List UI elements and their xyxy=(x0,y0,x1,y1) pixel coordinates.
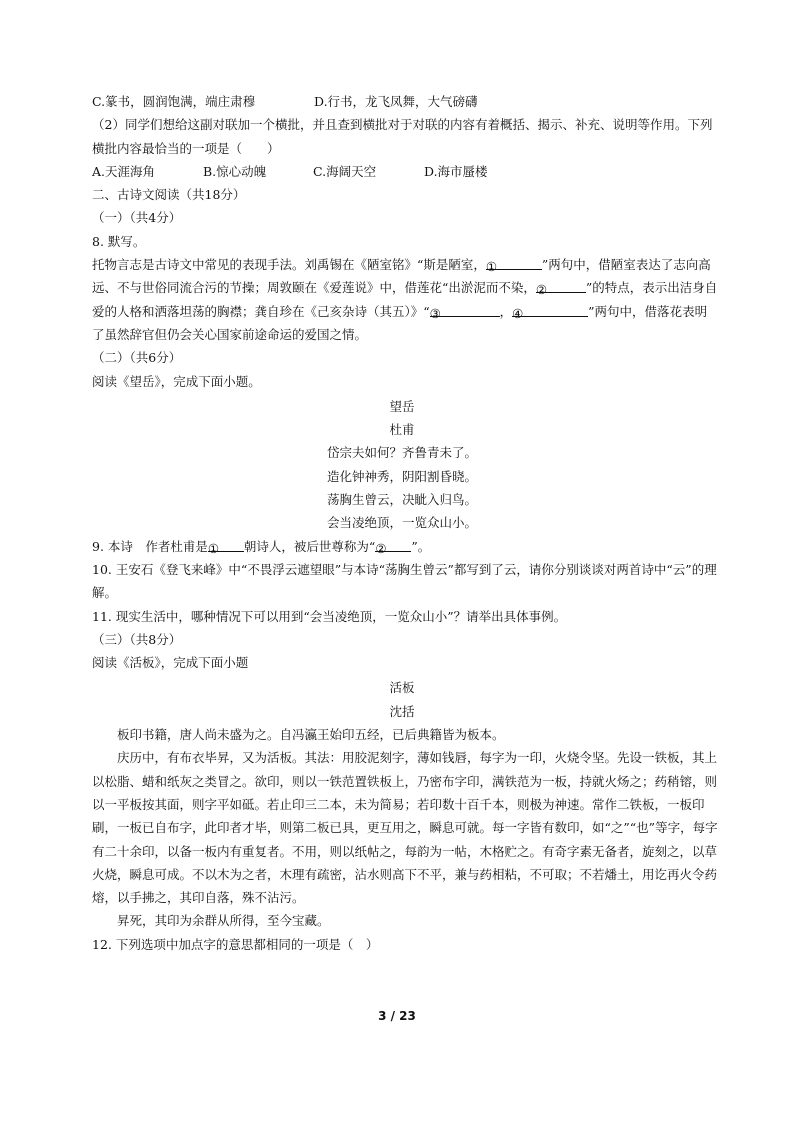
q8-text: 远、不与世俗同流合污的节操；周敦颐在《爱莲说》中，借莲花“出淤泥而不染， xyxy=(92,280,536,296)
paragraph-2-line: 熔，以手拂之，其印自落，殊不沾污。 xyxy=(92,890,305,906)
q8-line1 xyxy=(92,253,712,276)
q8-text: ”两句中，借陋室表达了志向高 xyxy=(541,257,711,273)
q10-line2: 解。 xyxy=(92,585,118,601)
q11: 11. 现实生活中，哪种情况下可以用到“会当凌绝顶，一览众山小”？请举出具体事例。 xyxy=(92,608,567,624)
poem-line: 会当凌绝顶，一览众山小。 xyxy=(326,515,477,531)
q8-line4: 了虽然辞官但仍会关心国家前途命运的爱国之情。 xyxy=(92,326,368,342)
q7-sub2-line1: （2）同学们想给这副对联加一个横批，并且查到横批对于对联的内容有着概括、揭示、补充、说明等作用。下列 xyxy=(92,117,713,133)
text-author: 沈括 xyxy=(389,703,415,719)
q8-blank-4[interactable] xyxy=(512,302,588,321)
paragraph-2-line: 火烧，瞬息可成。不以木为之者，木理有疏密，沾水则高下不平，兼与药相粘，不可取；不若燔土，用讫再火令药 xyxy=(92,866,718,882)
q9-text: ”。 xyxy=(411,538,431,554)
circled-number: ② xyxy=(535,282,548,298)
q8-line2 xyxy=(92,276,718,299)
q7-sub2-options xyxy=(92,160,712,183)
q9 xyxy=(92,535,712,558)
circled-number: ③ xyxy=(429,305,441,321)
circled-number: ② xyxy=(375,540,387,556)
q7-options-cd xyxy=(92,90,712,113)
poem-title: 望岳 xyxy=(389,398,415,414)
paragraph-2-line: 以一平板按其面，则字平如砥。若止印三二本，未为简易；若印数十百千本，则极为神速。常作二铁板，一板印 xyxy=(92,796,705,812)
poem-line: 荡胸生曾云，决眦入归鸟。 xyxy=(326,492,477,508)
part3-heading: （三）（共8分） xyxy=(92,631,182,647)
q9-blank-2[interactable] xyxy=(375,537,411,556)
q9-blank-1[interactable] xyxy=(207,537,244,556)
q8-title: 8. 默写。 xyxy=(92,233,146,249)
poem-author: 杜甫 xyxy=(389,422,415,438)
q8-text: ”两句中，借落花表明 xyxy=(588,303,708,319)
q7-sub2-line2: 横批内容最恰当的一项是（ ） xyxy=(92,140,280,156)
q9-text: 朝诗人，被后世尊称为“ xyxy=(243,538,376,554)
section-title: 二、古诗文阅读（共18分） xyxy=(92,187,246,203)
poem-line: 造化钟神秀，阴阳割昏晓。 xyxy=(326,468,477,484)
document-page xyxy=(92,90,718,956)
q7-sub2-option-d: D.海市蜃楼 xyxy=(424,163,488,179)
paragraph-1: 板印书籍，唐人尚未盛为之。自冯瀛王始印五经，已后典籍皆为板本。 xyxy=(117,727,505,743)
q8-text: ”的特点，表示出洁身自 xyxy=(585,280,718,296)
paragraph-2-line: 刷，一板已自布字，此印者才毕，则第二板已具，更互用之，瞬息可就。每一字皆有数印，如“之”“也”等字，每字 xyxy=(92,820,718,836)
q7-sub2-option-a: A.天涯海角 xyxy=(92,163,156,179)
q8-text: 爱的人格和洒落坦荡的胸襟；龚自珍在《己亥杂诗（其五）》“ xyxy=(92,303,430,319)
part2-heading: （二）（共6分） xyxy=(92,350,182,366)
q8-line3 xyxy=(92,300,712,323)
q12: 12. 下列选项中加点字的意思都相同的一项是（ ） xyxy=(92,936,379,952)
q9-text: 9. 本诗 作者杜甫是 xyxy=(92,538,208,554)
q8-blank-3[interactable] xyxy=(429,302,500,321)
reading-prompt-1: 阅读《望岳》，完成下面小题。 xyxy=(92,373,261,389)
poem-line: 岱宗夫如何？齐鲁青未了。 xyxy=(326,445,477,461)
q7-option-c: C.篆书，圆润饱满，端庄肃穆 xyxy=(92,94,256,109)
circled-number: ① xyxy=(485,259,498,275)
part1-heading: （一）（共4分） xyxy=(92,210,182,226)
circled-number: ④ xyxy=(512,305,524,321)
q8-blank-2[interactable] xyxy=(535,278,586,298)
q8-blank-1[interactable] xyxy=(485,255,542,275)
q7-sub2-option-c: C.海阔天空 xyxy=(313,163,377,179)
page-number: 3 / 23 xyxy=(378,1009,416,1023)
reading-prompt-2: 阅读《活板》，完成下面小题 xyxy=(92,655,249,671)
paragraph-2-line: 以松脂、蜡和纸灰之类冒之。欲印，则以一铁范置铁板上，乃密布字印，满铁范为一板，持就火炀之；药稍镕，则 xyxy=(92,773,718,789)
paragraph-2-line: 庆历中，有布衣毕昇，又为活板。其法：用胶泥刻字，薄如钱唇，每字为一印，火烧令坚。先设一铁板，其上 xyxy=(117,750,718,766)
paragraph-3: 昇死，其印为余群从所得，至今宝藏。 xyxy=(117,913,330,929)
circled-number: ① xyxy=(207,540,220,556)
text-title: 活板 xyxy=(389,680,415,696)
q10-line1: 10. 王安石《登飞来峰》中“不畏浮云遮望眼”与本诗“荡胸生曾云”都写到了云，请你分别谈谈对两首诗中“云”的理 xyxy=(92,561,717,577)
q8-text: ， xyxy=(499,303,513,319)
paragraph-2-line: 有二十余印，以备一板内有重复者。不用，则以纸帖之，每韵为一帖，木格贮之。有奇字素无备者，旋刻之，以草 xyxy=(92,843,718,859)
q7-option-d: D.行书，龙飞凤舞，大气磅礴 xyxy=(314,94,478,109)
q8-text: 托物言志是古诗文中常见的表现手法。刘禹锡在《陋室铭》“斯是陋室， xyxy=(92,257,486,273)
q7-sub2-option-b: B.惊心动魄 xyxy=(203,163,267,179)
